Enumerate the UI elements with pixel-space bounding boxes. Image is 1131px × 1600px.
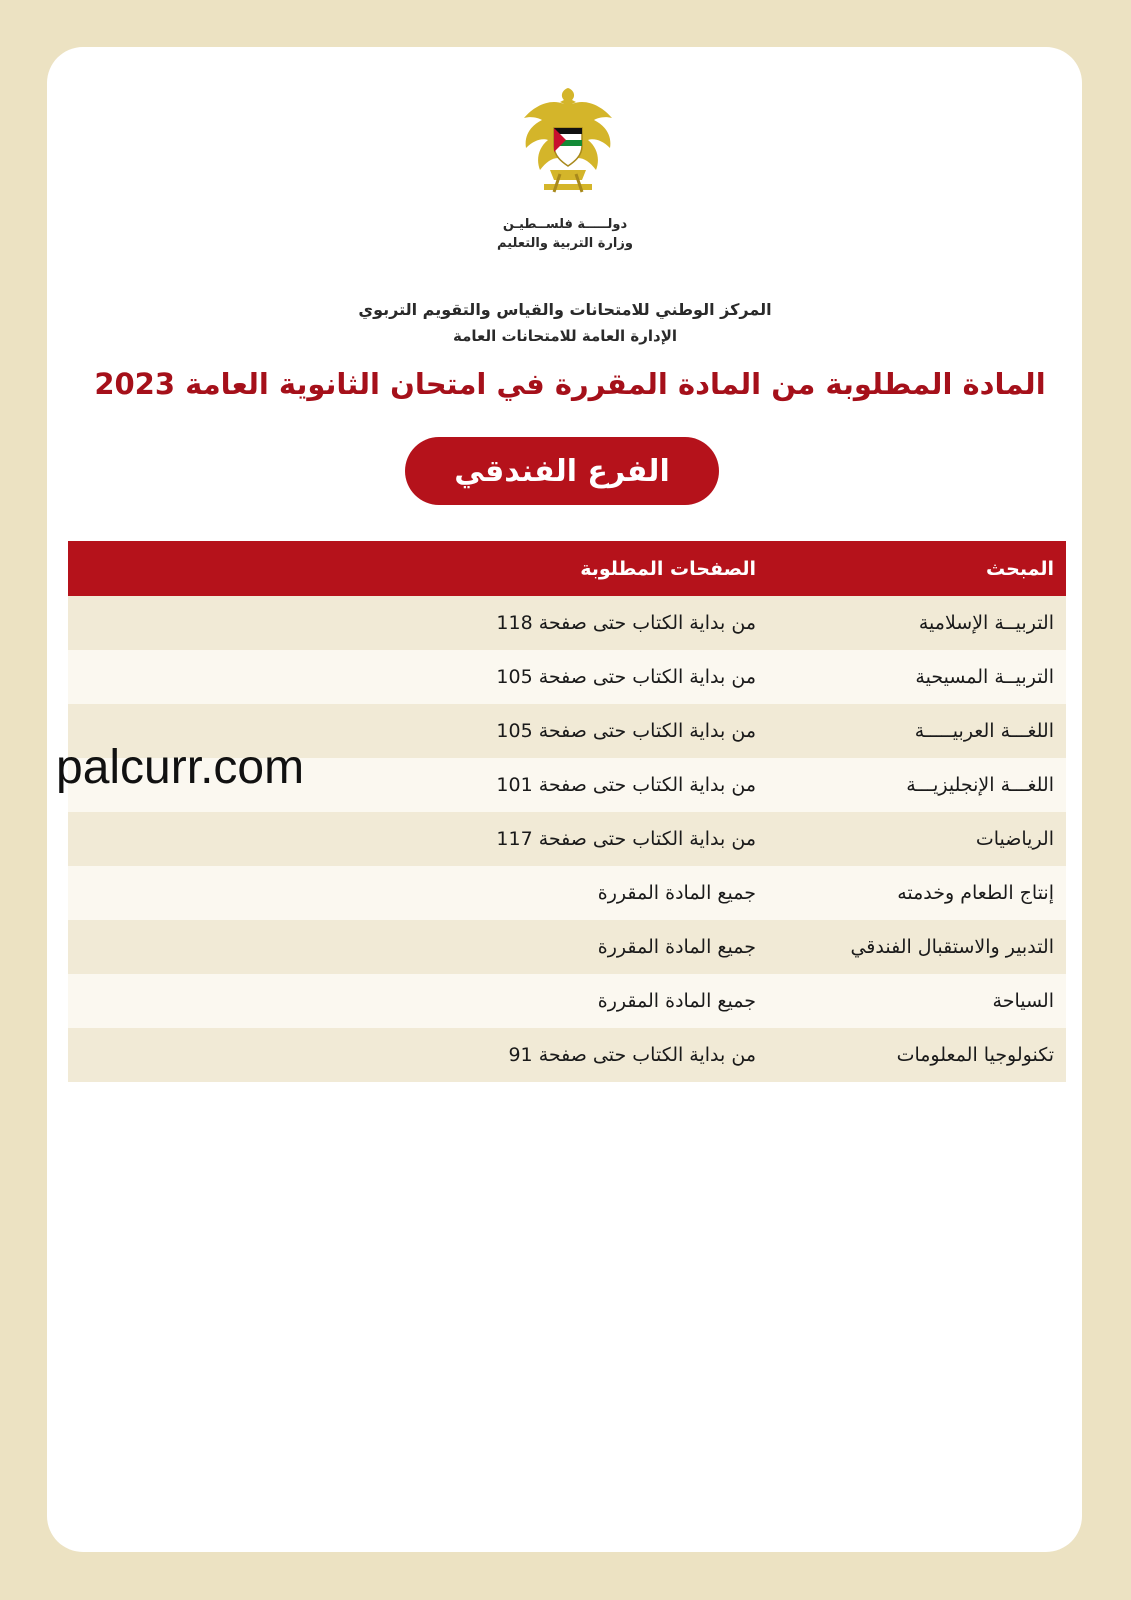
page-title: المادة المطلوبة من المادة المقررة في امتحان الثانوية العامة 2023 — [94, 367, 1046, 401]
subjects-table — [68, 541, 1066, 1082]
watermark-text: palcurr.com — [56, 741, 305, 794]
row-subject: اللغـــة الإنجليزيـــة — [906, 774, 1054, 796]
table-header — [68, 541, 1066, 596]
branch-label: الفرع الفندقي — [454, 453, 670, 489]
row-pages: من بداية الكتاب حتى صفحة 105 — [496, 666, 756, 688]
palestine-eagle-emblem-icon — [520, 84, 616, 204]
row-subject: اللغـــة العربيـــــة — [914, 720, 1054, 742]
branch-badge — [405, 437, 719, 505]
row-subject: إنتاج الطعام وخدمته — [897, 882, 1054, 904]
row-pages: جميع المادة المقررة — [597, 936, 756, 958]
center-name: المركز الوطني للامتحانات والقياس والتقويم التربوي — [358, 300, 772, 319]
row-pages: من بداية الكتاب حتى صفحة 118 — [496, 612, 756, 634]
table-row — [68, 974, 1066, 1028]
row-subject: التربيــة الإسلامية — [918, 612, 1054, 634]
row-pages: جميع المادة المقررة — [597, 990, 756, 1012]
row-subject: تكنولوجيا المعلومات — [896, 1044, 1054, 1066]
header-subject: المبحث — [986, 557, 1054, 580]
table-row — [68, 812, 1066, 866]
directorate-name: الإدارة العامة للامتحانات العامة — [452, 327, 678, 345]
row-pages: من بداية الكتاب حتى صفحة 91 — [508, 1044, 756, 1066]
table-row — [68, 1028, 1066, 1082]
header-pages: الصفحات المطلوبة — [580, 557, 756, 580]
row-pages: من بداية الكتاب حتى صفحة 101 — [496, 774, 756, 796]
table-row — [68, 920, 1066, 974]
table-row — [68, 650, 1066, 704]
row-subject: السياحة — [992, 990, 1054, 1012]
row-subject: الرياضيات — [975, 828, 1054, 850]
row-pages: جميع المادة المقررة — [597, 882, 756, 904]
ministry-name: وزارة التربية والتعليم — [497, 236, 633, 251]
state-name: دولـــــة فلســطيـن — [502, 217, 628, 232]
row-pages: من بداية الكتاب حتى صفحة 105 — [496, 720, 756, 742]
row-subject: التربيــة المسيحية — [915, 666, 1054, 688]
table-row — [68, 596, 1066, 650]
table-row — [68, 866, 1066, 920]
row-subject: التدبير والاستقبال الفندقي — [850, 936, 1054, 958]
row-pages: من بداية الكتاب حتى صفحة 117 — [496, 828, 756, 850]
